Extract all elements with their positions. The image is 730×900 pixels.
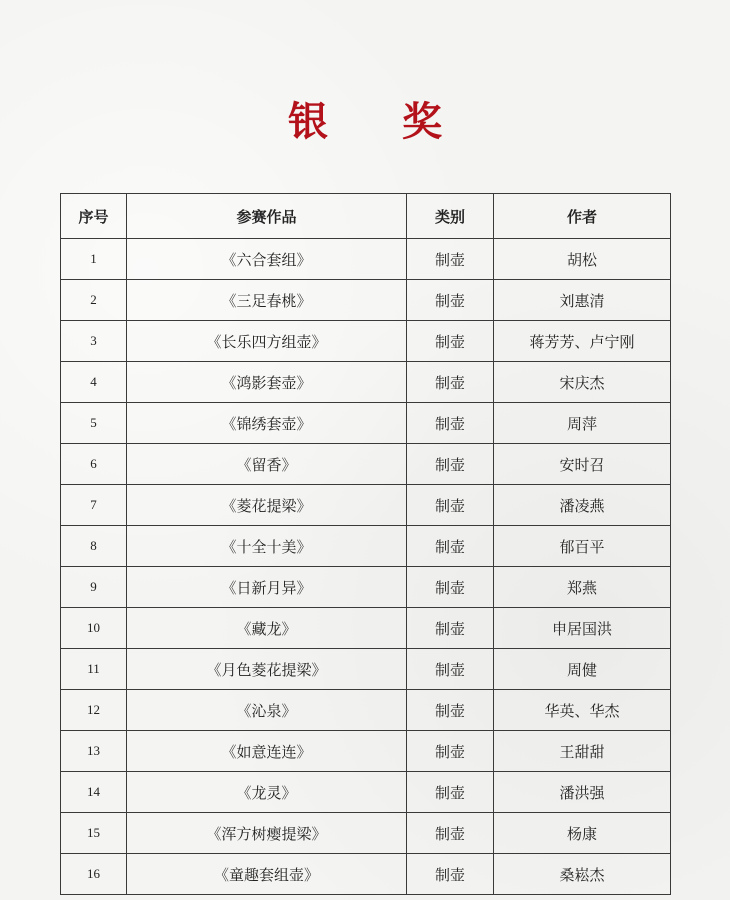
table-row bbox=[61, 403, 671, 444]
cell-author: 王甜甜 bbox=[494, 731, 671, 772]
cell-number: 2 bbox=[61, 280, 127, 321]
cell-work: 《十全十美》 bbox=[127, 526, 407, 567]
cell-category: 制壶 bbox=[407, 813, 494, 854]
cell-category: 制壶 bbox=[407, 280, 494, 321]
cell-work: 《鸿影套壶》 bbox=[127, 362, 407, 403]
header-number: 序号 bbox=[61, 194, 127, 239]
cell-author: 刘惠清 bbox=[494, 280, 671, 321]
cell-work: 《童趣套组壶》 bbox=[127, 854, 407, 895]
cell-author: 杨康 bbox=[494, 813, 671, 854]
table-row bbox=[61, 608, 671, 649]
table-row bbox=[61, 444, 671, 485]
cell-work: 《沁泉》 bbox=[127, 690, 407, 731]
cell-author: 周萍 bbox=[494, 403, 671, 444]
cell-number: 3 bbox=[61, 321, 127, 362]
cell-author: 郑燕 bbox=[494, 567, 671, 608]
table-row bbox=[61, 567, 671, 608]
table-row bbox=[61, 813, 671, 854]
cell-author: 潘凌燕 bbox=[494, 485, 671, 526]
cell-category: 制壶 bbox=[407, 854, 494, 895]
cell-number: 13 bbox=[61, 731, 127, 772]
table-row bbox=[61, 280, 671, 321]
table-row bbox=[61, 731, 671, 772]
header-author: 作者 bbox=[494, 194, 671, 239]
table-row bbox=[61, 239, 671, 280]
cell-author: 华英、华杰 bbox=[494, 690, 671, 731]
cell-number: 10 bbox=[61, 608, 127, 649]
page-title: 银 奖 bbox=[288, 98, 472, 145]
cell-work: 《如意连连》 bbox=[127, 731, 407, 772]
cell-category: 制壶 bbox=[407, 526, 494, 567]
cell-category: 制壶 bbox=[407, 731, 494, 772]
cell-number: 8 bbox=[61, 526, 127, 567]
cell-number: 5 bbox=[61, 403, 127, 444]
cell-category: 制壶 bbox=[407, 608, 494, 649]
cell-author: 潘洪强 bbox=[494, 772, 671, 813]
cell-category: 制壶 bbox=[407, 362, 494, 403]
cell-author: 申居国洪 bbox=[494, 608, 671, 649]
header-work: 参赛作品 bbox=[127, 194, 407, 239]
cell-work: 《藏龙》 bbox=[127, 608, 407, 649]
cell-number: 14 bbox=[61, 772, 127, 813]
cell-number: 9 bbox=[61, 567, 127, 608]
table-row bbox=[61, 321, 671, 362]
cell-category: 制壶 bbox=[407, 239, 494, 280]
cell-number: 15 bbox=[61, 813, 127, 854]
cell-work: 《浑方树瘿提梁》 bbox=[127, 813, 407, 854]
cell-author: 桑崧杰 bbox=[494, 854, 671, 895]
table-header bbox=[61, 194, 671, 239]
cell-category: 制壶 bbox=[407, 690, 494, 731]
cell-work: 《菱花提梁》 bbox=[127, 485, 407, 526]
cell-work: 《龙灵》 bbox=[127, 772, 407, 813]
awards-table bbox=[60, 193, 671, 895]
cell-work: 《日新月异》 bbox=[127, 567, 407, 608]
header-row bbox=[61, 194, 671, 239]
cell-number: 12 bbox=[61, 690, 127, 731]
cell-work: 《月色菱花提梁》 bbox=[127, 649, 407, 690]
cell-work: 《锦绣套壶》 bbox=[127, 403, 407, 444]
cell-author: 胡松 bbox=[494, 239, 671, 280]
cell-author: 宋庆杰 bbox=[494, 362, 671, 403]
cell-work: 《六合套组》 bbox=[127, 239, 407, 280]
table-row bbox=[61, 772, 671, 813]
cell-work: 《长乐四方组壶》 bbox=[127, 321, 407, 362]
cell-category: 制壶 bbox=[407, 567, 494, 608]
cell-number: 1 bbox=[61, 239, 127, 280]
cell-author: 郁百平 bbox=[494, 526, 671, 567]
table-row bbox=[61, 690, 671, 731]
table-row bbox=[61, 362, 671, 403]
table-row bbox=[61, 649, 671, 690]
cell-category: 制壶 bbox=[407, 772, 494, 813]
cell-author: 安时召 bbox=[494, 444, 671, 485]
cell-number: 4 bbox=[61, 362, 127, 403]
table-row bbox=[61, 854, 671, 895]
cell-number: 7 bbox=[61, 485, 127, 526]
cell-author: 蒋芳芳、卢宁刚 bbox=[494, 321, 671, 362]
header-category: 类别 bbox=[407, 194, 494, 239]
cell-number: 16 bbox=[61, 854, 127, 895]
table-body bbox=[61, 239, 671, 895]
cell-work: 《留香》 bbox=[127, 444, 407, 485]
cell-number: 6 bbox=[61, 444, 127, 485]
table-row bbox=[61, 485, 671, 526]
cell-category: 制壶 bbox=[407, 321, 494, 362]
cell-category: 制壶 bbox=[407, 403, 494, 444]
cell-category: 制壶 bbox=[407, 649, 494, 690]
table-row bbox=[61, 526, 671, 567]
cell-number: 11 bbox=[61, 649, 127, 690]
cell-category: 制壶 bbox=[407, 485, 494, 526]
cell-work: 《三足春桃》 bbox=[127, 280, 407, 321]
cell-author: 周健 bbox=[494, 649, 671, 690]
cell-category: 制壶 bbox=[407, 444, 494, 485]
